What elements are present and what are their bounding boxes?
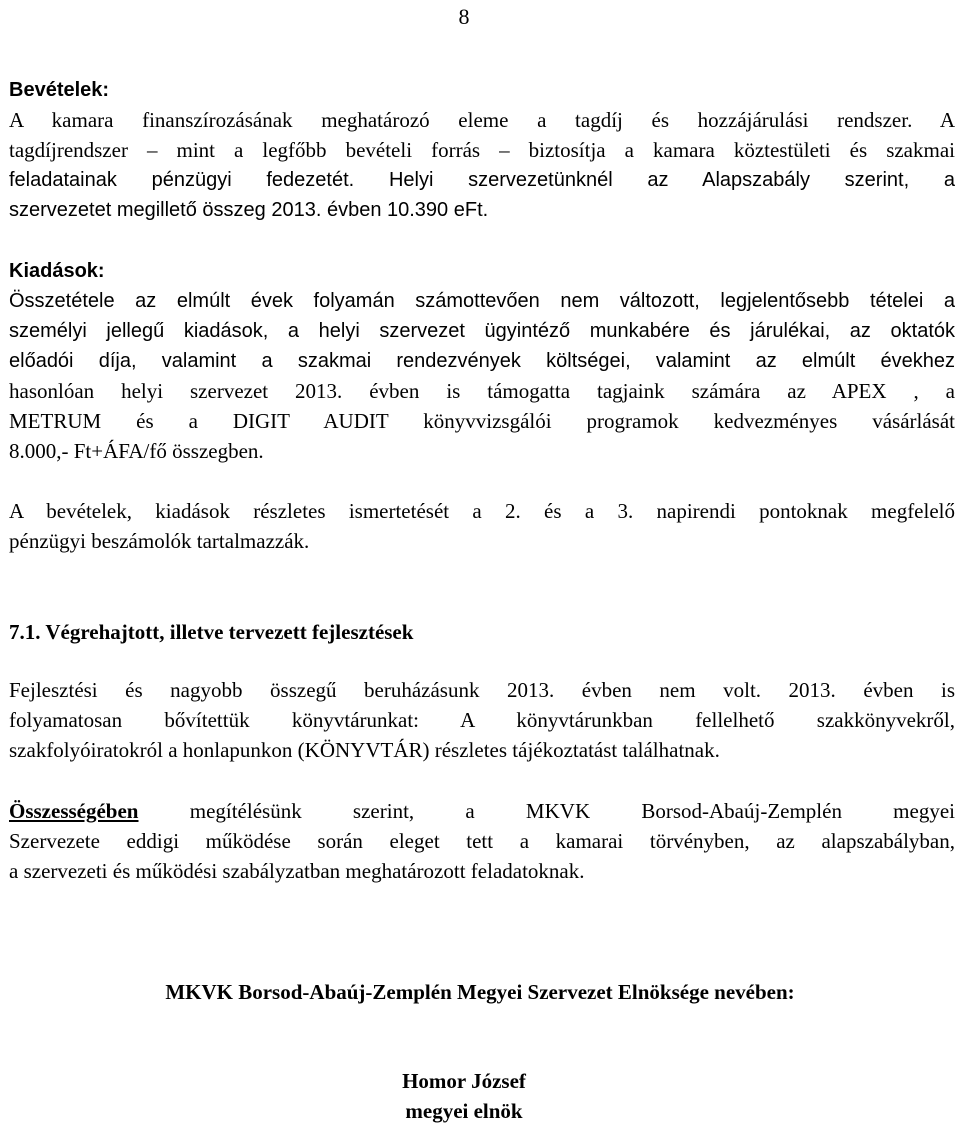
expenses-line-1: Összetétele az elmúlt évek folyamán számottevően nem változott, legjelentősebb tételei a	[9, 290, 955, 312]
section-7-1-heading: 7.1. Végrehajtott, illetve tervezett fejlesztések	[9, 620, 414, 644]
summary-line-3: a szervezeti és működési szabályzatban meghatározott feladatoknak.	[9, 859, 585, 883]
expenses-line-6: 8.000,- Ft+ÁFA/fő összegben.	[9, 439, 264, 463]
signature-name: Homor József	[402, 1069, 526, 1093]
section-7-1-body	[9, 675, 955, 765]
details-line-2: pénzügyi beszámolók tartalmazzák.	[9, 529, 310, 553]
development-line-3: szakfolyóiratokról a honlapunkon (KÖNYVTÁR) részletes tájékoztatást találhatnak.	[9, 738, 720, 762]
revenue-line-1: A kamara finanszírozásának meghatározó eleme a tagdíj és hozzájárulási rendszer. A	[9, 108, 955, 132]
summary-line-1	[9, 796, 955, 826]
signature-on-behalf: MKVK Borsod-Abaúj-Zemplén Megyei Szervezet Elnöksége nevében:	[165, 980, 795, 1004]
expenses-heading: Kiadások:	[9, 260, 105, 282]
signature-title: megyei elnök	[405, 1099, 523, 1123]
revenue-heading: Bevételek:	[9, 79, 110, 101]
revenue-line-2: tagdíjrendszer – mint a legfőbb bevételi forrás – biztosítja a kamara köztestületi és szakmai	[9, 138, 955, 162]
revenue-line-3: feladatainak pénzügyi fedezetét. Helyi szervezetünknél az Alapszabály szerint, a	[9, 169, 955, 191]
expenses-section	[9, 256, 955, 466]
expenses-line-4: hasonlóan helyi szervezet 2013. évben is támogatta tagjaink számára az APEX , a	[9, 379, 955, 403]
details-line-1: A bevételek, kiadások részletes ismertetését a 2. és a 3. napirendi pontoknak megfelelő	[9, 499, 955, 523]
page-number: 8	[458, 4, 470, 29]
expenses-line-3: előadói díja, valamint a szakmai rendezvények költségei, valamint az elmúlt évekhez	[9, 350, 955, 372]
development-line-2: folyamatosan bővítettük könyvtárunkat: A könyvtárunkban fellelhető szakkönyvekről,	[9, 708, 955, 732]
revenue-section	[9, 75, 955, 225]
expenses-line-5: METRUM és a DIGIT AUDIT könyvvizsgálói programok kedvezményes vásárlását	[9, 409, 955, 433]
summary-line-1-rest: megítélésünk szerint, a MKVK Borsod-Abaúj-Zemplén megyei	[138, 799, 955, 823]
details-paragraph	[9, 496, 955, 556]
summary-lead: Összességében	[9, 799, 139, 823]
summary-line-2: Szervezete eddigi működése során eleget tett a kamarai törvényben, az alapszabályban,	[9, 829, 955, 853]
section-7-1	[9, 617, 955, 647]
development-line-1: Fejlesztési és nagyobb összegű beruházásunk 2013. évben nem volt. 2013. évben is	[9, 678, 955, 702]
revenue-line-4: szervezetet megillető összeg 2013. évben 10.390 eFt.	[9, 199, 489, 221]
summary-paragraph	[9, 796, 955, 886]
expenses-line-2: személyi jellegű kiadások, a helyi szervezet ügyintéző munkabére és járulékai, az oktatók	[9, 320, 955, 342]
